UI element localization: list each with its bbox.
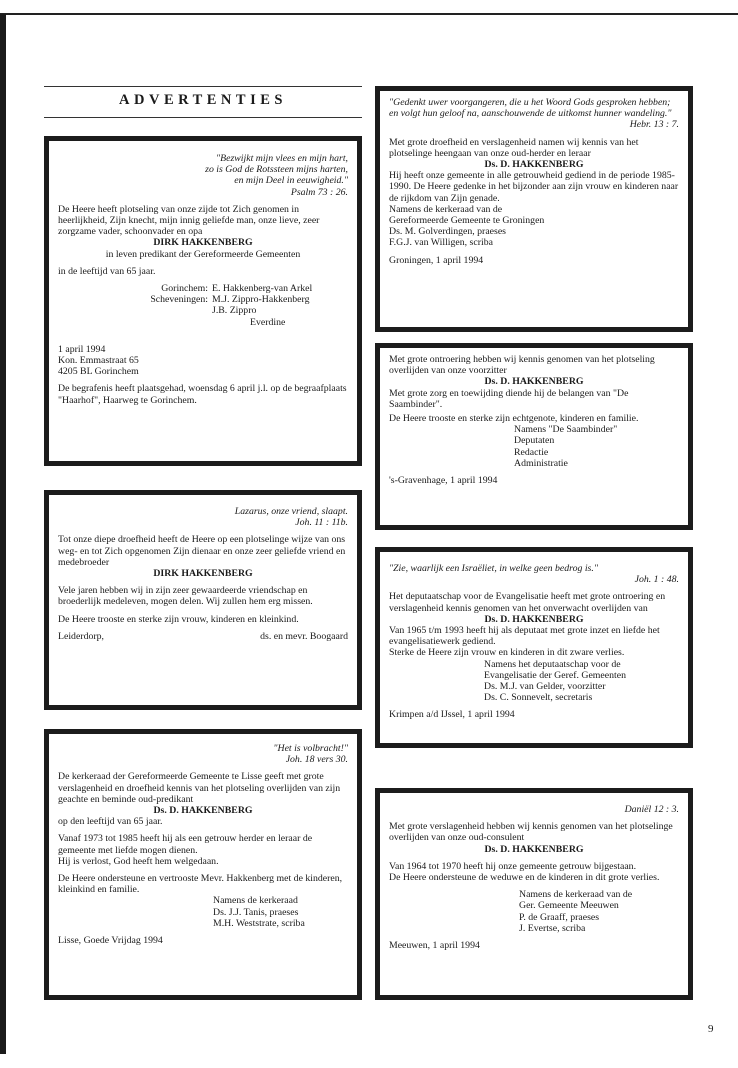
family-row bbox=[58, 317, 348, 328]
announcement-text: Tot onze diepe droefheid heeft de Heere op een plotselinge wijze van ons weg- en tot Zich opgenomen Zijn dienaar en onze zeer geliefde vriend en medebroeder bbox=[58, 534, 346, 568]
deceased-subtitle: in leven predikant der Gereformeerde Gemeenten bbox=[105, 248, 301, 260]
page-left-edge bbox=[0, 14, 6, 1054]
announcement-text: De Heere trooste en sterke zijn echtgenote, kinderen en familie. bbox=[389, 413, 639, 425]
place-date-footer: 's-Gravenhage, 1 april 1994 bbox=[389, 475, 498, 487]
family-names: E. Hakkenberg-van Arkel bbox=[212, 283, 313, 295]
announcement-text: Van 1965 t/m 1993 heeft hij als deputaat met grote inzet en liefde het evangelisatiewerk gediend. bbox=[389, 625, 660, 648]
header-rule-bottom bbox=[44, 117, 362, 118]
family-place bbox=[58, 317, 212, 328]
place-date-footer: Lisse, Goede Vrijdag 1994 bbox=[58, 935, 163, 947]
signature-line: F.G.J. van Willigen, scriba bbox=[389, 237, 493, 249]
signature-line: Namens "De Saambinder" bbox=[514, 424, 618, 436]
signature-line: Deputaten bbox=[514, 435, 555, 447]
signature-line: P. de Graaff, praeses bbox=[519, 911, 600, 923]
quote-text: "Gedenkt uwer voorgangeren, die u het Woord Gods gesproken hebben; en volgt hun geloof na, aanschouwende de uitkomst hunner wandeling." bbox=[389, 97, 672, 120]
scripture-reference: Joh. 1 : 48. bbox=[634, 574, 679, 586]
quote-line: Lazarus, onze vriend, slaapt. bbox=[234, 506, 348, 517]
announcement-text: De Heere heeft plotseling van onze zijde tot Zich genomen in heerlijkheid, Zijn knecht, mijn innig geliefde man, onze lieve, zeer zorgzame vader, schoonvader en opa bbox=[58, 203, 320, 238]
place-date-footer: Groningen, 1 april 1994 bbox=[389, 254, 484, 266]
announcement-text: De Heere ondersteune en vertrooste Mevr. Hakkenberg met de kinderen, kleinkind en familie. bbox=[58, 873, 343, 896]
signature-line: M.H. Weststrate, scriba bbox=[213, 917, 305, 929]
deceased-name: DIRK HAKKENBERG bbox=[153, 237, 253, 249]
place-text: Leiderdorp, bbox=[58, 630, 104, 642]
announcement-text: Hij is verlost, God heeft hem welgedaan. bbox=[58, 855, 219, 867]
advertisement-b4 bbox=[375, 788, 693, 1000]
address-line: 1 april 1994 bbox=[58, 343, 106, 355]
signature-line: Ds. J.J. Tanis, praeses bbox=[213, 906, 299, 918]
family-row bbox=[58, 305, 348, 316]
signature-line: J. Evertse, scriba bbox=[519, 922, 586, 934]
signature-line: Ds. C. Sonnevelt, secretaris bbox=[484, 692, 593, 704]
announcement-text: De kerkeraad der Gereformeerde Gemeente te Lisse geeft met grote verslagenheid en droefheid kennis van het plotseling overlijden van zijn geachte en beminde oud-predikant bbox=[58, 771, 341, 805]
scripture-reference: Daniël 12 : 3. bbox=[624, 804, 679, 815]
announcement-text: De Heere trooste en sterke zijn vrouw, kinderen en kleinkind. bbox=[58, 613, 299, 625]
signature-line: Ds. M.J. van Gelder, voorzitter bbox=[484, 681, 606, 693]
announcement-text: Met grote ontroering hebben wij kennis genomen van het plotseling overlijden van onze voorzitter bbox=[389, 354, 655, 377]
scripture-reference: Psalm 73 : 26. bbox=[290, 186, 348, 198]
quote-text: "Zie, waarlijk een Israëliet, in welke geen bedrog is." bbox=[389, 563, 598, 574]
advertisement-a1 bbox=[44, 136, 362, 466]
advertisement-b1 bbox=[375, 86, 693, 332]
advertisement-b2 bbox=[375, 343, 693, 530]
announcement-text: Het deputaatschap voor de Evangelisatie heeft met grote ontroering en verslagenheid kennis genomen van het onverwacht overlijden van bbox=[389, 591, 666, 614]
signature-line: Administratie bbox=[514, 457, 568, 469]
quote-line: zo is God de Rotssteen mijns harten, bbox=[205, 164, 348, 176]
family-names: Everdine bbox=[250, 316, 286, 328]
place-date-footer: Krimpen a/d IJssel, 1 april 1994 bbox=[389, 709, 515, 721]
announcement-text: Van 1964 tot 1970 heeft hij onze gemeente getrouw bijgestaan. bbox=[389, 860, 637, 872]
announcement-text: De Heere ondersteune de weduwe en de kinderen in dit grote verlies. bbox=[389, 872, 660, 884]
signature-line: Namens de kerkeraad van de bbox=[389, 203, 503, 215]
address-line: 4205 BL Gorinchem bbox=[58, 366, 139, 378]
deceased-name: Ds. D. HAKKENBERG bbox=[484, 376, 584, 388]
deceased-name: Ds. D. HAKKENBERG bbox=[484, 843, 584, 855]
signature-line: Namens de kerkeraad van de bbox=[519, 889, 633, 901]
age-text: in de leeftijd van 65 jaar. bbox=[58, 265, 156, 277]
family-row bbox=[58, 283, 348, 294]
advertisement-a2 bbox=[44, 490, 362, 710]
page-number: 9 bbox=[708, 1023, 714, 1035]
scripture-reference: Hebr. 13 : 7. bbox=[629, 119, 679, 131]
page-top-rule bbox=[0, 13, 738, 15]
deceased-name: Ds. D. HAKKENBERG bbox=[484, 613, 584, 625]
deceased-name: Ds. D. HAKKENBERG bbox=[153, 805, 253, 817]
family-place: Scheveningen: bbox=[150, 294, 208, 306]
signature-line: Namens het deputaatschap voor de bbox=[484, 658, 621, 670]
signature-line: Ger. Gemeente Meeuwen bbox=[519, 900, 619, 912]
announcement-text: Met grote droefheid en verslagenheid namen wij kennis van het plotselinge heengaan van onze oud-herder en leraar bbox=[389, 136, 639, 159]
quote-line: "Bezwijkt mijn vlees en mijn hart, bbox=[216, 153, 348, 164]
header-rule-top bbox=[44, 86, 362, 87]
signature-line: Redactie bbox=[514, 446, 549, 458]
quote-line: "Het is volbracht!" bbox=[273, 743, 348, 754]
deceased-name: DIRK HAKKENBERG bbox=[153, 568, 253, 580]
announcement-text: Hij heeft onze gemeente in alle getrouwheid gediend in de periode 1985-1990. De Heere gedenke in het bijzonder aan zijn vrouw en kinderen naar de rijkdom van Zijn genade. bbox=[389, 170, 679, 204]
signature-row bbox=[58, 631, 348, 642]
announcement-text: Met grote zorg en toewijding diende hij de belangen van "De Saambinder". bbox=[389, 387, 629, 410]
age-text: op den leeftijd van 65 jaar. bbox=[58, 816, 163, 828]
family-place: Gorinchem: bbox=[161, 283, 208, 295]
signature-line: Namens de kerkeraad bbox=[213, 895, 298, 907]
announcement-text: Met grote verslagenheid hebben wij kennis genomen van het plotselinge overlijden van onze oud-consulent bbox=[389, 821, 673, 844]
scripture-reference: Joh. 18 vers 30. bbox=[285, 754, 348, 766]
signature-line: Ds. M. Golverdingen, praeses bbox=[389, 226, 506, 238]
advertisement-b3 bbox=[375, 547, 693, 748]
address-line: Kon. Emmastraat 65 bbox=[58, 355, 139, 367]
scripture-reference: Joh. 11 : 11b. bbox=[295, 517, 348, 529]
quote-line: en mijn Deel in eeuwigheid." bbox=[234, 175, 348, 187]
place-date-footer: Meeuwen, 1 april 1994 bbox=[389, 940, 480, 952]
family-place bbox=[58, 305, 212, 316]
family-names: J.B. Zippro bbox=[212, 305, 257, 317]
advertisement-a3 bbox=[44, 729, 362, 1000]
signature-line: Gereformeerde Gemeente te Groningen bbox=[389, 215, 545, 227]
funeral-text: De begrafenis heeft plaatsgehad, woensdag 6 april j.l. op de begraafplaats "Haarhof", Haarweg te Gorinchem. bbox=[58, 383, 347, 406]
announcement-text: Sterke de Heere zijn vrouw en kinderen in dit zware verlies. bbox=[389, 647, 625, 659]
signature-line: Evangelisatie der Geref. Gemeenten bbox=[484, 669, 626, 681]
family-names: M.J. Zippro-Hakkenberg bbox=[212, 294, 310, 306]
announcement-text: Vele jaren hebben wij in zijn zeer gewaardeerde vriendschap en broederlijk medeleven, mogen delen. Wij zullen hem erg missen. bbox=[58, 585, 313, 608]
page-title: ADVERTENTIES bbox=[119, 92, 287, 108]
announcement-text: Vanaf 1973 tot 1985 heeft hij als een getrouw herder en leraar de gemeente met liefde mogen dienen. bbox=[58, 833, 313, 856]
signers-text: ds. en mevr. Boogaard bbox=[260, 630, 348, 642]
deceased-name: Ds. D. HAKKENBERG bbox=[484, 159, 584, 171]
family-row bbox=[58, 294, 348, 305]
